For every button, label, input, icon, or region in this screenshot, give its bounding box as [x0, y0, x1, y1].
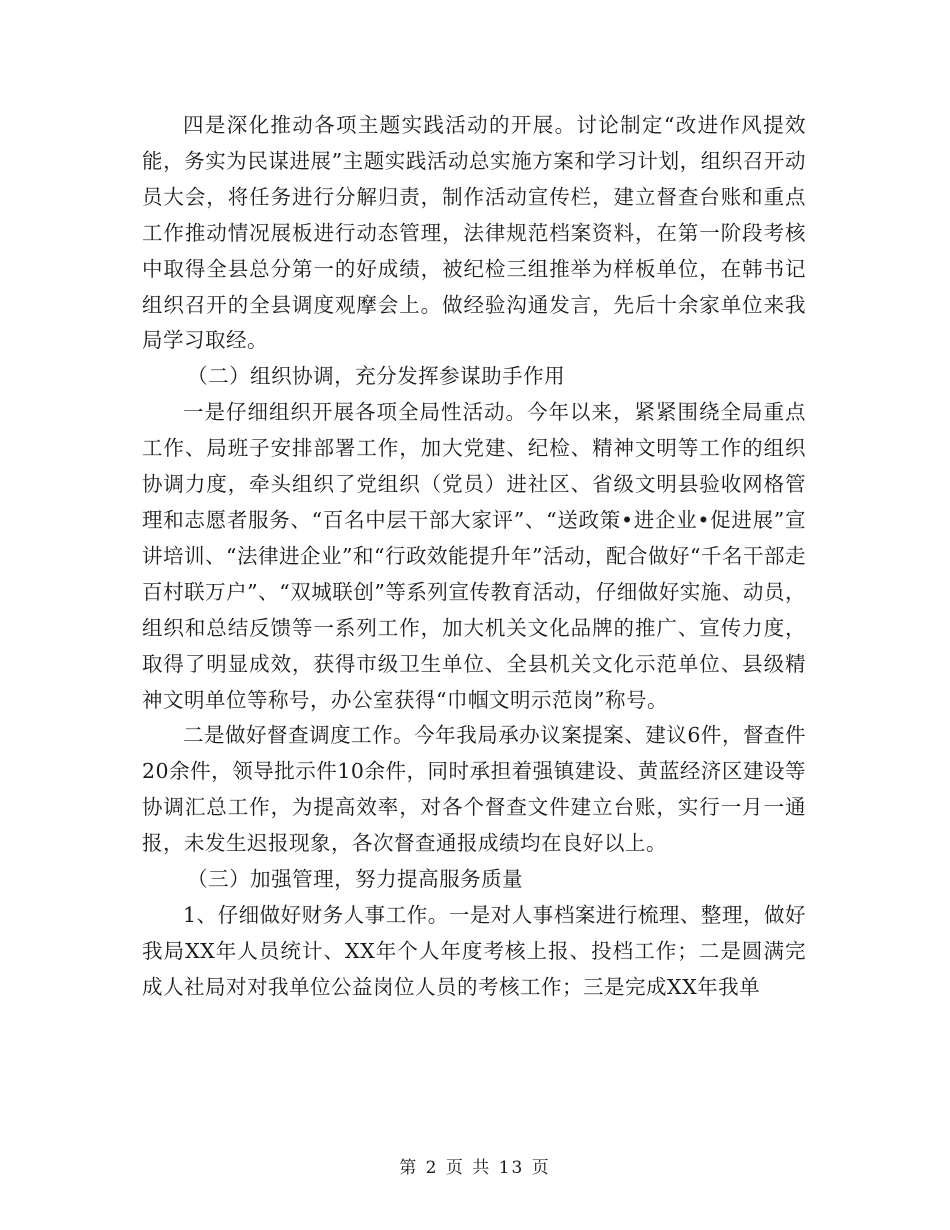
document-body — [142, 108, 806, 1006]
section-heading-coordination: （二）组织协调，充分发挥参谋助手作用 — [187, 364, 566, 389]
paragraph-supervision: 二是做好督查调度工作。今年我局承办议案提案、建议6件，督查件20余件，领导批示件10余件，同时承担着强镇建设、黄蓝经济区建设等协调汇总工作，为提高效率，对各个督查文件建立台账，实行一月一通报，未发生迟报现象，各次督查通报成绩均在良好以上。 — [142, 723, 806, 856]
section-heading-management: （三）加强管理，努力提高服务质量 — [187, 867, 524, 892]
paragraph-finance-hr: 1、仔细做好财务人事工作。一是对人事档案进行梳理、整理，做好我局XX年人员统计、XX年个人年度考核上报、投档工作；二是圆满完成人社局对对我单位公益岗位人员的考核工作；三是完成XX年我单 — [142, 902, 806, 999]
paragraph-global-activities: 一是仔细组织开展各项全局性活动。今年以来，紧紧围绕全局重点工作、局班子安排部署工作，加大党建、纪检、精神文明等工作的组织协调力度，牵头组织了党组织（党员）进社区、省级文明县验收网格管理和志愿者服务、“百名中层干部大家评”、“送政策•进企业•促进展”宣讲培训、“法律进企业”和“行政效能提升年”活动，配合做好“千名干部走百村联万户”、“双城联创”等系列宣传教育活动，仔细做好实施、动员，组织和总结反馈等一系列工作，加大机关文化品牌的推广、宣传力度，取得了明显成效，获得市级卫生单位、全县机关文化示范单位、县级精神文明单位等称号，办公室获得“巾帼文明示范岗”称号。 — [142, 400, 806, 712]
page-number-footer: 第 2 页 共 13 页 — [399, 1158, 551, 1178]
paragraph-activities: 四是深化推动各项主题实践活动的开展。讨论制定“改进作风提效能，务实为民谋进展”主题实践活动总实施方案和学习计划，组织召开动员大会，将任务进行分解归责，制作活动宣传栏，建立督查台账和重点工作推动情况展板进行动态管理，法律规范档案资料，在第一阶段考核中取得全县总分第一的好成绩，被纪检三组推举为样板单位，在韩书记组织召开的全县调度观摩会上。做经验沟通发言，先后十余家单位来我局学习取经。 — [142, 113, 806, 353]
